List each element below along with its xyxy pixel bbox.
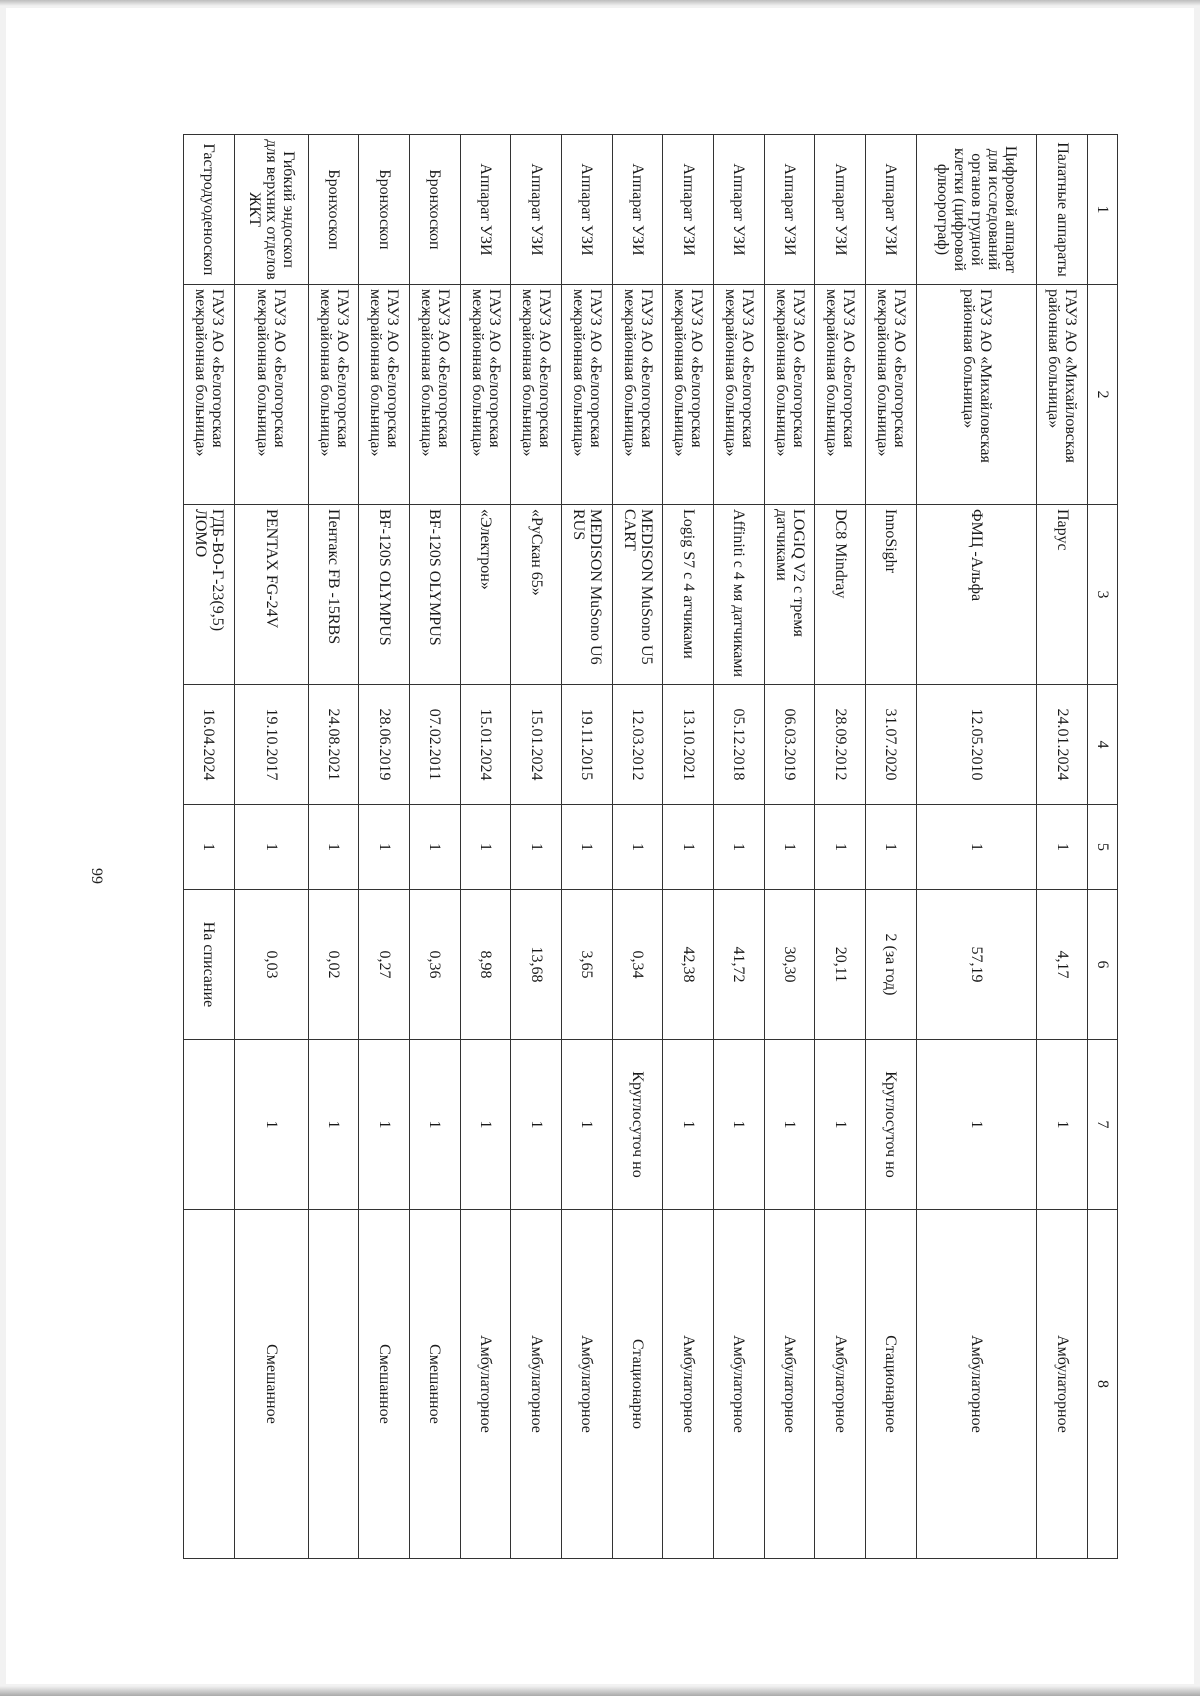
care-type-cell: Смешанное xyxy=(359,1210,410,1559)
rotated-table-wrapper xyxy=(183,134,1118,1558)
model-cell: ГДБ-ВО-Г-23(9,5) ЛОМО xyxy=(184,505,235,685)
date-cell: 05.12.2018 xyxy=(714,685,765,805)
equipment-name-cell: Аппарат УЗИ xyxy=(562,135,613,285)
schedule-cell: 1 xyxy=(308,1040,359,1210)
schedule-cell: 1 xyxy=(359,1040,410,1210)
schedule-cell: 1 xyxy=(511,1040,562,1210)
institution-cell: ГАУЗ АО «Белогорская межрайонная больница» xyxy=(815,285,866,505)
institution-cell: ГАУЗ АО «Белогорская межрайонная больница» xyxy=(612,285,663,505)
quantity-cell: 1 xyxy=(562,805,613,890)
care-type-cell xyxy=(308,1210,359,1559)
quantity-cell: 1 xyxy=(612,805,663,890)
equipment-name-cell: Бронхоскоп xyxy=(410,135,461,285)
equipment-name-cell: Аппарат УЗИ xyxy=(612,135,663,285)
schedule-cell: Круглосуточ но xyxy=(866,1040,917,1210)
schedule-cell: 1 xyxy=(1037,1040,1088,1210)
model-cell: «РуСкан 65» xyxy=(511,505,562,685)
load-cell: На списание xyxy=(184,890,235,1040)
date-cell: 19.11.2015 xyxy=(562,685,613,805)
equipment-name-cell: Аппарат УЗИ xyxy=(460,135,511,285)
model-cell: BF-120S OLYMPUS xyxy=(359,505,410,685)
equipment-table xyxy=(183,134,1118,1559)
care-type-cell: Амбулаторное xyxy=(764,1210,815,1559)
quantity-cell: 1 xyxy=(815,805,866,890)
quantity-cell: 1 xyxy=(1037,805,1088,890)
load-cell: 0,34 xyxy=(612,890,663,1040)
equipment-name-cell: Палатные аппараты xyxy=(1037,135,1088,285)
table-header-row xyxy=(1088,135,1118,1559)
care-type-cell: Смешанное xyxy=(410,1210,461,1559)
model-cell: PENTAX FG-24V xyxy=(234,505,308,685)
column-header: 6 xyxy=(1088,890,1118,1040)
equipment-name-cell: Цифровой аппарат для исследований органов грудной клетки (цифровой флюорограф) xyxy=(916,135,1037,285)
table-row xyxy=(511,135,562,1559)
load-cell: 41,72 xyxy=(714,890,765,1040)
load-cell: 3,65 xyxy=(562,890,613,1040)
schedule-cell xyxy=(184,1040,235,1210)
load-cell: 0,27 xyxy=(359,890,410,1040)
date-cell: 28.09.2012 xyxy=(815,685,866,805)
load-cell: 0,02 xyxy=(308,890,359,1040)
model-cell: ФМЦ -Альфа xyxy=(916,505,1037,685)
quantity-cell: 1 xyxy=(410,805,461,890)
date-cell: 13.10.2021 xyxy=(663,685,714,805)
column-header: 1 xyxy=(1088,135,1118,285)
table-row xyxy=(866,135,917,1559)
model-cell: Парус xyxy=(1037,505,1088,685)
date-cell: 06.03.2019 xyxy=(764,685,815,805)
schedule-cell: 1 xyxy=(663,1040,714,1210)
load-cell: 20,11 xyxy=(815,890,866,1040)
model-cell: InnoSighr xyxy=(866,505,917,685)
date-cell: 24.01.2024 xyxy=(1037,685,1088,805)
care-type-cell: Амбулаторное xyxy=(460,1210,511,1559)
quantity-cell: 1 xyxy=(359,805,410,890)
model-cell: Пентакс FB -15RBS xyxy=(308,505,359,685)
table-row xyxy=(359,135,410,1559)
equipment-name-cell: Аппарат УЗИ xyxy=(764,135,815,285)
institution-cell: ГАУЗ АО «Белогорская межрайонная больница» xyxy=(460,285,511,505)
model-cell: Logig S7 с 4 атчиками xyxy=(663,505,714,685)
equipment-name-cell: Аппарат УЗИ xyxy=(663,135,714,285)
schedule-cell: 1 xyxy=(410,1040,461,1210)
quantity-cell: 1 xyxy=(663,805,714,890)
table-row xyxy=(460,135,511,1559)
quantity-cell: 1 xyxy=(460,805,511,890)
table-row xyxy=(815,135,866,1559)
date-cell: 15.01.2024 xyxy=(460,685,511,805)
column-header: 8 xyxy=(1088,1210,1118,1559)
quantity-cell: 1 xyxy=(234,805,308,890)
care-type-cell: Амбулаторное xyxy=(1037,1210,1088,1559)
care-type-cell: Амбулаторное xyxy=(511,1210,562,1559)
model-cell: Affiniti с 4 мя датчиками xyxy=(714,505,765,685)
date-cell: 16.04.2024 xyxy=(184,685,235,805)
institution-cell: ГАУЗ АО «Михайловская районная больница» xyxy=(1037,285,1088,505)
care-type-cell xyxy=(184,1210,235,1559)
load-cell: 0,03 xyxy=(234,890,308,1040)
table-row xyxy=(612,135,663,1559)
table-row xyxy=(410,135,461,1559)
load-cell: 13,68 xyxy=(511,890,562,1040)
quantity-cell: 1 xyxy=(511,805,562,890)
date-cell: 12.05.2010 xyxy=(916,685,1037,805)
quantity-cell: 1 xyxy=(916,805,1037,890)
table-row xyxy=(184,135,235,1559)
institution-cell: ГАУЗ АО «Белогорская межрайонная больница» xyxy=(714,285,765,505)
table-row xyxy=(916,135,1037,1559)
schedule-cell: 1 xyxy=(916,1040,1037,1210)
equipment-name-cell: Аппарат УЗИ xyxy=(866,135,917,285)
load-cell: 8,98 xyxy=(460,890,511,1040)
institution-cell: ГАУЗ АО «Белогорская межрайонная больница» xyxy=(308,285,359,505)
schedule-cell: 1 xyxy=(562,1040,613,1210)
care-type-cell: Амбулаторное xyxy=(562,1210,613,1559)
table-row xyxy=(234,135,308,1559)
equipment-name-cell: Аппарат УЗИ xyxy=(815,135,866,285)
schedule-cell: Круглосуточ но xyxy=(612,1040,663,1210)
care-type-cell: Смешанное xyxy=(234,1210,308,1559)
load-cell: 4,17 xyxy=(1037,890,1088,1040)
schedule-cell: 1 xyxy=(460,1040,511,1210)
scan-edge-top xyxy=(0,0,1200,6)
date-cell: 24.08.2021 xyxy=(308,685,359,805)
date-cell: 31.07.2020 xyxy=(866,685,917,805)
table-body xyxy=(184,135,1118,1559)
date-cell: 28.06.2019 xyxy=(359,685,410,805)
institution-cell: ГАУЗ АО «Белогорская межрайонная больница» xyxy=(562,285,613,505)
quantity-cell: 1 xyxy=(714,805,765,890)
quantity-cell: 1 xyxy=(308,805,359,890)
schedule-cell: 1 xyxy=(815,1040,866,1210)
date-cell: 15.01.2024 xyxy=(511,685,562,805)
institution-cell: ГАУЗ АО «Белогорская межрайонная больница» xyxy=(234,285,308,505)
scan-edge-bottom xyxy=(0,1686,1200,1696)
care-type-cell: Амбулаторное xyxy=(714,1210,765,1559)
column-header: 2 xyxy=(1088,285,1118,505)
table-row xyxy=(714,135,765,1559)
date-cell: 07.02.2011 xyxy=(410,685,461,805)
load-cell: 2 (за год) xyxy=(866,890,917,1040)
table-row xyxy=(764,135,815,1559)
model-cell: DC8 Mindray xyxy=(815,505,866,685)
institution-cell: ГАУЗ АО «Михайловская районная больница» xyxy=(916,285,1037,505)
equipment-name-cell: Бронхоскоп xyxy=(308,135,359,285)
care-type-cell: Амбулаторное xyxy=(663,1210,714,1559)
care-type-cell: Стационарно xyxy=(612,1210,663,1559)
institution-cell: ГАУЗ АО «Белогорская межрайонная больница» xyxy=(663,285,714,505)
model-cell: BF-120S OLYMPUS xyxy=(410,505,461,685)
date-cell: 12.03.2012 xyxy=(612,685,663,805)
table-row xyxy=(308,135,359,1559)
load-cell: 30,30 xyxy=(764,890,815,1040)
column-header: 3 xyxy=(1088,505,1118,685)
column-header: 7 xyxy=(1088,1040,1118,1210)
quantity-cell: 1 xyxy=(866,805,917,890)
table-row xyxy=(1037,135,1088,1559)
table-row xyxy=(562,135,613,1559)
column-header: 5 xyxy=(1088,805,1118,890)
quantity-cell: 1 xyxy=(184,805,235,890)
equipment-name-cell: Бронхоскоп xyxy=(359,135,410,285)
model-cell: MEDISON MuSono U6 RUS xyxy=(562,505,613,685)
equipment-name-cell: Аппарат УЗИ xyxy=(714,135,765,285)
institution-cell: ГАУЗ АО «Белогорская межрайонная больница» xyxy=(184,285,235,505)
load-cell: 0,36 xyxy=(410,890,461,1040)
institution-cell: ГАУЗ АО «Белогорская межрайонная больница» xyxy=(866,285,917,505)
schedule-cell: 1 xyxy=(714,1040,765,1210)
equipment-name-cell: Гастродуоденоскоп xyxy=(184,135,235,285)
load-cell: 57,19 xyxy=(916,890,1037,1040)
model-cell: LOGIQ V2 с тремя датчиками xyxy=(764,505,815,685)
schedule-cell: 1 xyxy=(234,1040,308,1210)
institution-cell: ГАУЗ АО «Белогорская межрайонная больница» xyxy=(764,285,815,505)
date-cell: 19.10.2017 xyxy=(234,685,308,805)
document-page xyxy=(6,8,1194,1684)
schedule-cell: 1 xyxy=(764,1040,815,1210)
quantity-cell: 1 xyxy=(764,805,815,890)
institution-cell: ГАУЗ АО «Белогорская межрайонная больница» xyxy=(511,285,562,505)
page-number: 99 xyxy=(88,868,105,884)
model-cell: MEDISON MuSono U5 CART xyxy=(612,505,663,685)
column-header: 4 xyxy=(1088,685,1118,805)
equipment-name-cell: Гибкий эндоскоп для верхних отделов ЖКТ xyxy=(234,135,308,285)
care-type-cell: Стационарное xyxy=(866,1210,917,1559)
institution-cell: ГАУЗ АО «Белогорская межрайонная больница» xyxy=(410,285,461,505)
model-cell: «Электрон» xyxy=(460,505,511,685)
care-type-cell: Амбулаторное xyxy=(815,1210,866,1559)
institution-cell: ГАУЗ АО «Белогорская межрайонная больница» xyxy=(359,285,410,505)
equipment-name-cell: Аппарат УЗИ xyxy=(511,135,562,285)
table-row xyxy=(663,135,714,1559)
care-type-cell: Амбулаторное xyxy=(916,1210,1037,1559)
load-cell: 42,38 xyxy=(663,890,714,1040)
